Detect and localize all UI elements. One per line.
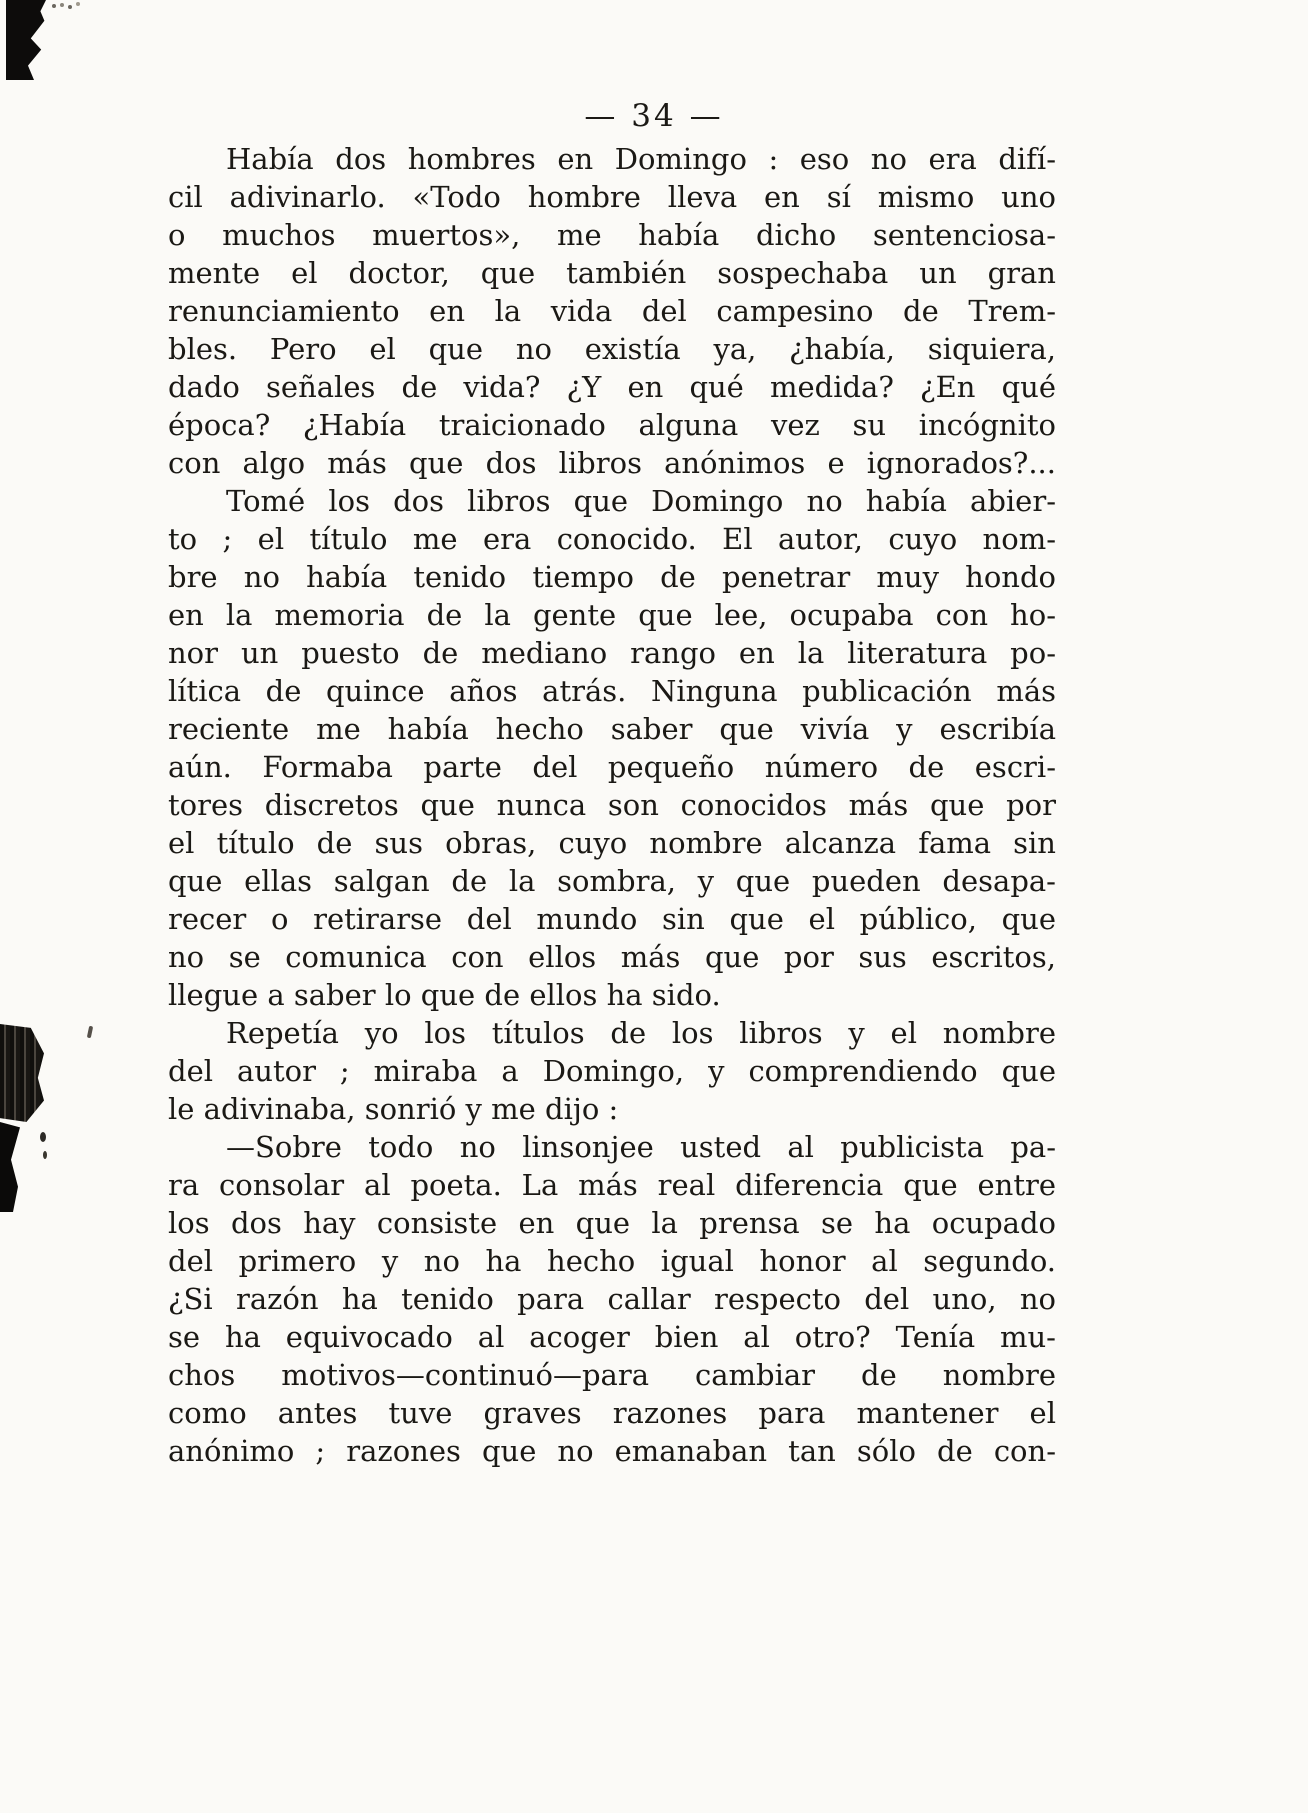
text-line: ra consolar al poeta. La más real diferencia que entre (168, 1168, 1056, 1202)
page-number: — 34 — (584, 98, 724, 134)
text-line: en la memoria de la gente que lee, ocupaba con ho- (168, 598, 1056, 632)
ink-speck-artifact (52, 4, 56, 8)
text-line: llegue a saber lo que de ellos ha sido. (168, 978, 721, 1012)
text-line: el título de sus obras, cuyo nombre alcanza fama sin (168, 826, 1056, 860)
left-edge-streak-artifact (0, 1122, 20, 1212)
text-line: o muchos muertos», me había dicho sentenciosa- (168, 218, 1056, 252)
text-line: con algo más que dos libros anónimos e ignorados?... (168, 446, 1056, 480)
text-line: —Sobre todo no linsonjee usted al publicista pa- (226, 1130, 1056, 1164)
text-line: to ; el título me era conocido. El autor, cuyo nom- (168, 522, 1056, 556)
text-line: se ha equivocado al acoger bien al otro? Tenía mu- (168, 1320, 1056, 1354)
paragraph (168, 1014, 1056, 1128)
text-line: no se comunica con ellos más que por sus escritos, (168, 940, 1056, 974)
text-line: Repetía yo los títulos de los libros y el nombre (226, 1016, 1056, 1050)
text-line: aún. Formaba parte del pequeño número de escri- (168, 750, 1056, 784)
text-line: lítica de quince años atrás. Ninguna publicación más (168, 674, 1056, 708)
text-line: bre no había tenido tiempo de penetrar muy hondo (168, 560, 1056, 594)
text-line: del primero y no ha hecho igual honor al segundo. (168, 1244, 1056, 1278)
text-line: Tomé los dos libros que Domingo no había abier- (226, 484, 1056, 518)
paragraph (168, 482, 1056, 1014)
paragraph (168, 1128, 1056, 1470)
text-line: Había dos hombres en Domingo : eso no era difí- (226, 142, 1056, 176)
text-line: recer o retirarse del mundo sin que el público, que (168, 902, 1056, 936)
text-line: reciente me había hecho saber que vivía y escribía (168, 712, 1056, 746)
left-edge-smudge-artifact (0, 1024, 44, 1122)
text-line: anónimo ; razones que no emanaban tan sólo de con- (168, 1434, 1056, 1468)
text-line: los dos hay consiste en que la prensa se ha ocupado (168, 1206, 1056, 1240)
ink-speck-artifact (40, 1132, 46, 1142)
ink-blot-artifact (6, 0, 46, 80)
text-line: como antes tuve graves razones para mantener el (168, 1396, 1056, 1430)
paragraph (168, 140, 1056, 482)
text-line: bles. Pero el que no existía ya, ¿había, siquiera, (168, 332, 1056, 366)
text-line: nor un puesto de mediano rango en la literatura po- (168, 636, 1056, 670)
text-line: que ellas salgan de la sombra, y que pueden desapa- (168, 864, 1056, 898)
text-line: del autor ; miraba a Domingo, y comprendiendo que (168, 1054, 1056, 1088)
text-line: época? ¿Había traicionado alguna vez su incógnito (168, 408, 1056, 442)
page-text (168, 140, 1056, 1470)
text-line: ¿Si razón ha tenido para callar respecto del uno, no (168, 1282, 1056, 1316)
text-line: dado señales de vida? ¿Y en qué medida? ¿En qué (168, 370, 1056, 404)
text-line: mente el doctor, que también sospechaba un gran (168, 256, 1056, 290)
ink-speck-artifact (87, 1026, 93, 1039)
text-line: cil adivinarlo. «Todo hombre lleva en sí mismo uno (168, 180, 1056, 214)
text-line: chos motivos—continuó—para cambiar de nombre (168, 1358, 1056, 1392)
text-line: renunciamiento en la vida del campesino de Trem- (168, 294, 1056, 328)
text-line: tores discretos que nunca son conocidos más que por (168, 788, 1056, 822)
text-line: le adivinaba, sonrió y me dijo : (168, 1092, 619, 1126)
